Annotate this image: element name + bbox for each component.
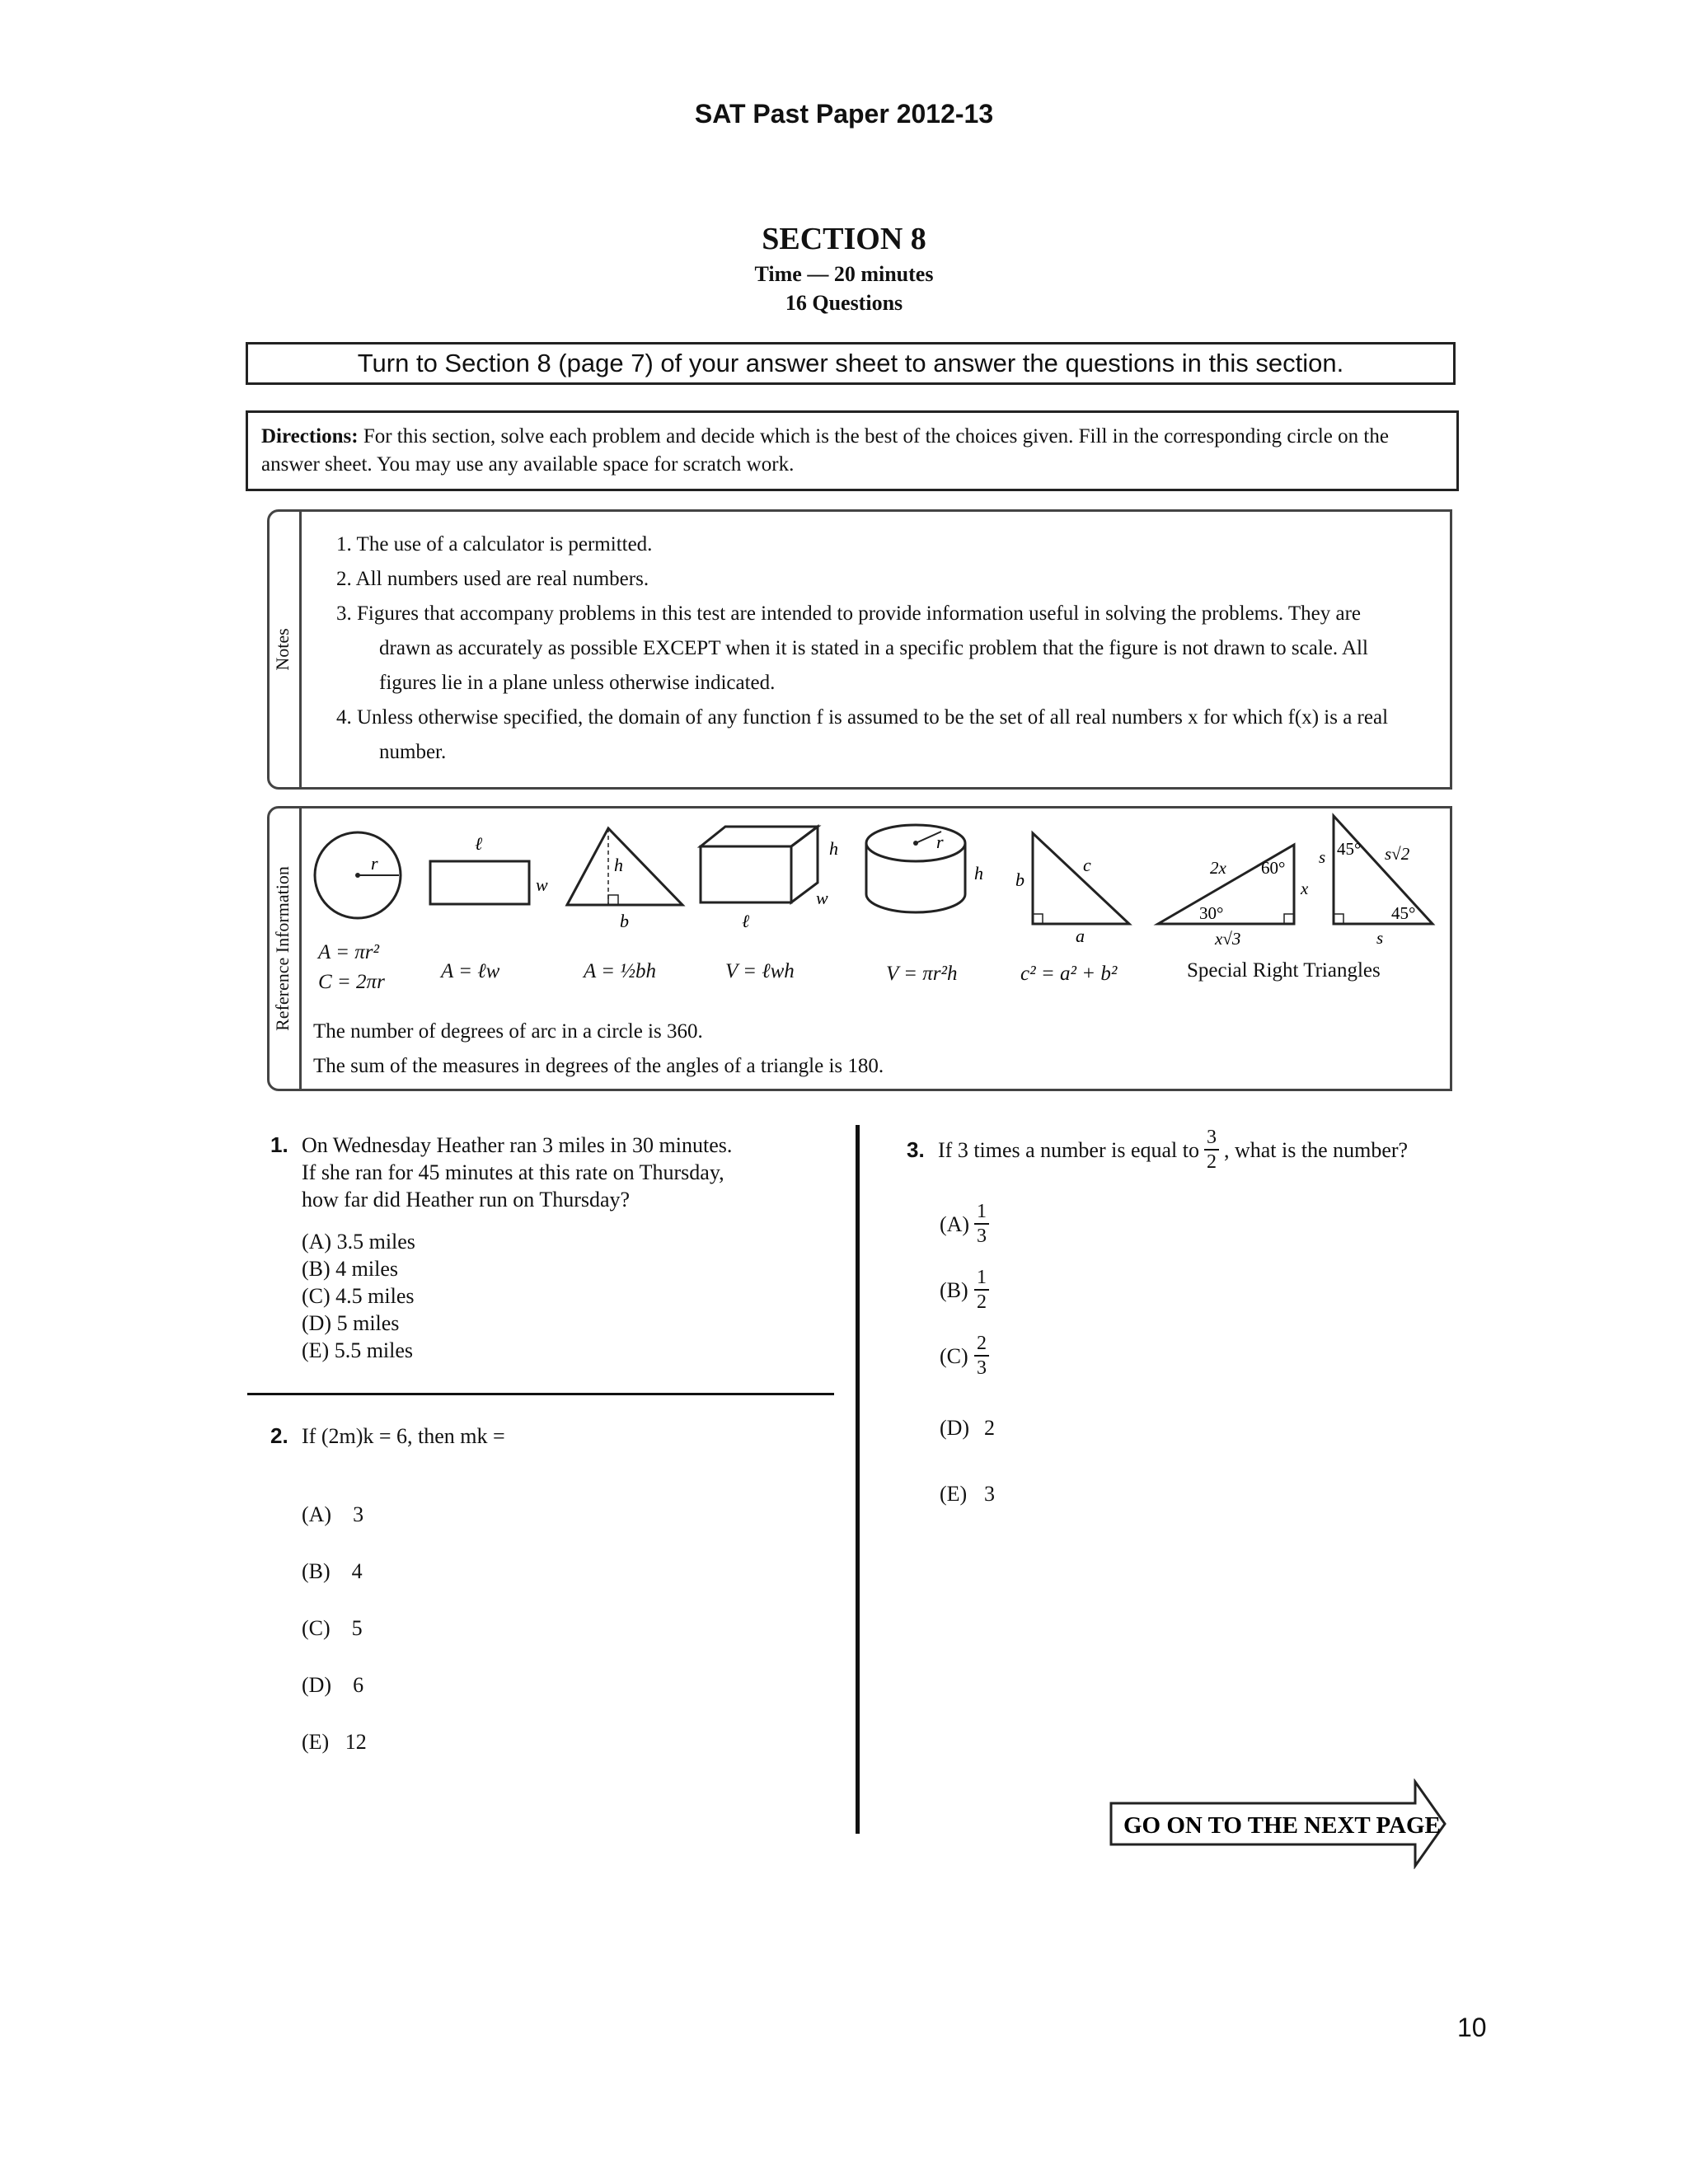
- turn-to-instruction: Turn to Section 8 (page 7) of your answer sheet to answer the questions in this section.: [246, 342, 1456, 385]
- label-s: s: [1319, 847, 1326, 867]
- choice-letter: (B): [940, 1277, 968, 1302]
- note-item: 4. Unless otherwise specified, the domain of any function f is assumed to be the set of all real numbers x for which f(x) is a real number.: [336, 706, 1389, 763]
- label-a: a: [1076, 926, 1085, 946]
- note-item: 3. Figures that accompany problems in this test are intended to provide information useful in solving the problems. They are drawn as accurately as possible EXCEPT when it is stated in a specific problem that the figure is not drawn to scale. All figures lie in a plane unless otherwise indicated.: [336, 602, 1368, 694]
- question-1-line: how far did Heather run on Thursday?: [302, 1188, 631, 1212]
- notes-side-tab: [268, 511, 302, 788]
- formula-circle-area: A = πr²: [318, 941, 379, 963]
- label-b: b: [1015, 869, 1025, 890]
- directions-text: For this section, solve each problem and decide which is the best of the choices given. Fill in the corresponding circle on the answer sheet. You may use any available space for scratch work.: [261, 425, 1389, 476]
- question-number: 3.: [907, 1137, 925, 1162]
- label-c: c: [1083, 855, 1091, 875]
- note-item: 2. All numbers used are real numbers.: [336, 568, 649, 590]
- label-45: 45°: [1391, 903, 1416, 923]
- next-page-arrow-icon[interactable]: [1109, 1779, 1448, 1869]
- question-3-stem-end: , what is the number?: [1223, 1137, 1409, 1162]
- formula-rectangle: A = ℓw: [441, 960, 500, 982]
- answer-choice-b[interactable]: [940, 1268, 989, 1312]
- page-number: 10: [1457, 2013, 1487, 2042]
- question-3: [907, 1127, 1408, 1172]
- choice-letter: (D): [940, 1416, 970, 1440]
- label-45: 45°: [1337, 839, 1362, 859]
- answer-choice-d[interactable]: (D) 5 miles: [302, 1311, 400, 1335]
- question-1: [270, 1132, 814, 1213]
- choice-value: 3: [984, 1482, 995, 1506]
- question-number: 1.: [270, 1132, 288, 1157]
- answer-choice-a[interactable]: (A) 3.5 miles: [302, 1230, 415, 1254]
- label-l: ℓ: [742, 911, 750, 931]
- label-h: h: [829, 838, 838, 859]
- reference-figures: [305, 812, 1451, 960]
- box-figure: [701, 827, 838, 931]
- label-w: w: [816, 888, 828, 908]
- notes-side-label: Notes: [272, 628, 293, 671]
- reference-fact-triangle-angles: The sum of the measures in degrees of the angles of a triangle is 180.: [313, 1055, 884, 1077]
- question-2: [270, 1422, 505, 1450]
- section-question-count: 16 Questions: [785, 291, 903, 315]
- rectangle-figure: [430, 833, 548, 904]
- choice-fraction: $\frac{2}{3}$: [974, 1333, 989, 1378]
- answer-choice-b[interactable]: (B) 4: [302, 1559, 363, 1583]
- reference-side-tab: [268, 808, 302, 1090]
- section-title: SECTION 8: [762, 222, 926, 256]
- formula-cylinder: V = πr²h: [886, 963, 958, 985]
- fraction-denominator: 2: [1206, 1151, 1217, 1173]
- note-item: 1. The use of a calculator is permitted.: [336, 533, 653, 555]
- formula-box: V = ℓwh: [725, 960, 795, 982]
- choice-fraction: $\frac{1}{2}$: [974, 1268, 989, 1312]
- label-b: b: [620, 911, 629, 931]
- formula-triangle: A = ½bh: [584, 960, 656, 982]
- choice-letter: (C): [940, 1343, 968, 1368]
- formula-pythagorean: c² = a² + b²: [1020, 963, 1118, 985]
- label-x-sqrt3: x√3: [1215, 929, 1241, 949]
- choice-fraction: $\frac{1}{3}$: [974, 1202, 989, 1246]
- answer-choice-d[interactable]: [940, 1414, 995, 1441]
- question-3-fraction: [1204, 1127, 1219, 1172]
- special-triangle-45-45-90: [1319, 816, 1432, 948]
- next-page-label: GO ON TO THE NEXT PAGE: [1123, 1812, 1441, 1839]
- answer-choice-c[interactable]: [940, 1333, 989, 1378]
- label-l: ℓ: [475, 833, 483, 854]
- directions-label: Directions:: [261, 425, 359, 448]
- circle-figure: [315, 832, 401, 918]
- question-3-stem: If 3 times a number is equal to: [938, 1137, 1199, 1162]
- answer-choice-d[interactable]: (D) 6: [302, 1673, 364, 1697]
- section-time: Time — 20 minutes: [754, 262, 934, 286]
- question-divider: [247, 1393, 834, 1395]
- label-w: w: [536, 874, 548, 895]
- label-r: r: [936, 832, 944, 852]
- formula-circle-circumference: C = 2πr: [318, 971, 385, 993]
- question-2-choices: [302, 1471, 367, 1770]
- fraction-numerator: 3: [1206, 1127, 1217, 1148]
- choice-letter: (A): [940, 1212, 970, 1236]
- label-s-sqrt2: s√2: [1385, 844, 1410, 864]
- question-1-choices: [302, 1228, 415, 1364]
- question-2-stem: If (2m)k = 6, then mk =: [302, 1424, 505, 1448]
- answer-choice-c[interactable]: (C) 5: [302, 1616, 363, 1640]
- reference-side-label: Reference Information: [272, 866, 293, 1031]
- reference-fact-arc: The number of degrees of arc in a circle is 360.: [313, 1020, 703, 1043]
- label-30: 30°: [1199, 903, 1224, 923]
- answer-choice-e[interactable]: (E) 12: [302, 1730, 367, 1754]
- question-1-line: On Wednesday Heather ran 3 miles in 30 minutes.: [302, 1133, 733, 1157]
- special-triangle-30-60-90: [1158, 845, 1309, 949]
- answer-choice-a[interactable]: (A) 3: [302, 1502, 364, 1526]
- page-header-title: SAT Past Paper 2012-13: [694, 99, 994, 129]
- right-triangle-figure: [1015, 833, 1129, 946]
- answer-choice-e[interactable]: [940, 1480, 995, 1507]
- answer-choice-a[interactable]: [940, 1202, 989, 1246]
- label-h: h: [614, 855, 623, 875]
- notes-list: [336, 527, 1416, 770]
- column-divider: [856, 1125, 860, 1834]
- answer-choice-e[interactable]: (E) 5.5 miles: [302, 1338, 414, 1362]
- label-r: r: [371, 853, 378, 874]
- label-2x: 2x: [1210, 858, 1226, 878]
- cylinder-figure: [866, 825, 983, 912]
- label-x: x: [1301, 879, 1309, 898]
- special-right-triangles-label: Special Right Triangles: [1187, 959, 1381, 982]
- question-number: 2.: [270, 1423, 288, 1448]
- question-1-line: If she ran for 45 minutes at this rate on Thursday,: [302, 1160, 724, 1184]
- label-60: 60°: [1261, 858, 1286, 878]
- directions-box: [246, 410, 1459, 491]
- label-h: h: [974, 863, 983, 883]
- choice-value: 2: [984, 1416, 995, 1440]
- label-s: s: [1376, 928, 1384, 948]
- answer-choice-c[interactable]: (C) 4.5 miles: [302, 1284, 415, 1308]
- answer-choice-b[interactable]: (B) 4 miles: [302, 1257, 398, 1281]
- triangle-figure: [567, 828, 682, 931]
- choice-letter: (E): [940, 1482, 968, 1506]
